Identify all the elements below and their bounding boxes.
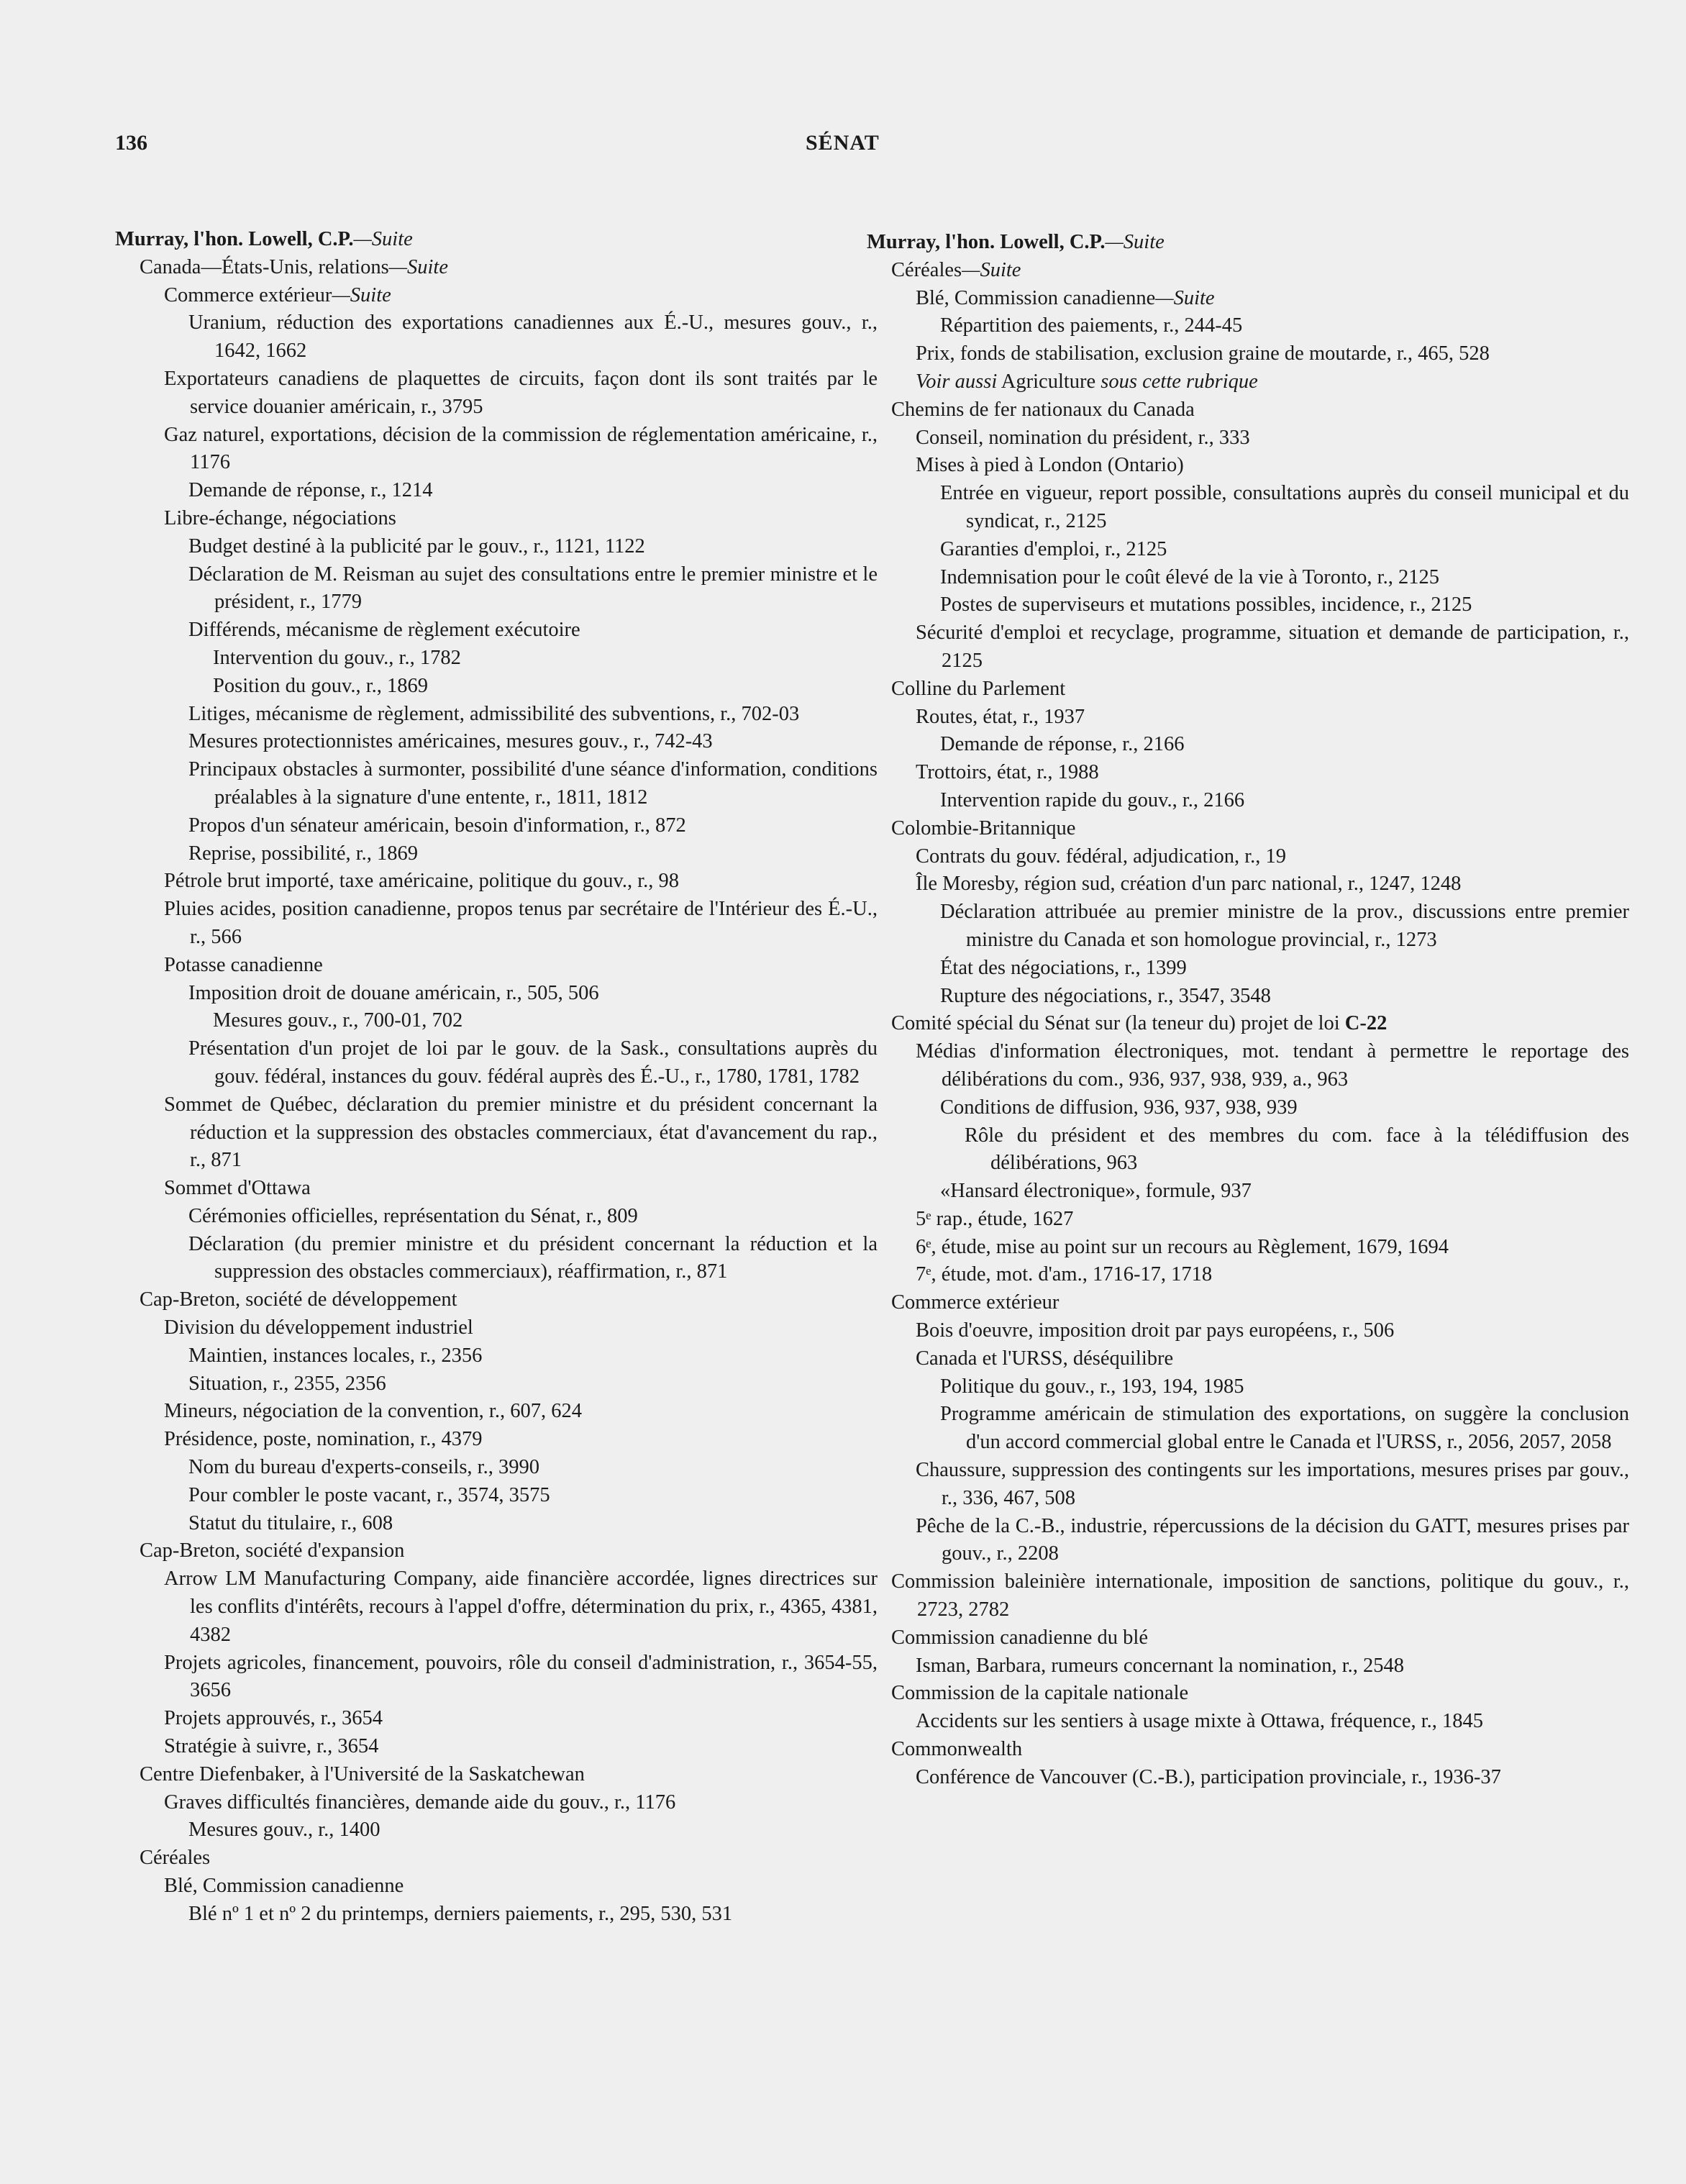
index-entry <box>115 1650 878 1706</box>
entry-text: Demande de réponse, r., 1214 <box>188 479 433 502</box>
entry-text: Conditions de diffusion, 936, 937, 938, 939 <box>940 1096 1298 1119</box>
entry-text: Division du développement industriel <box>164 1316 473 1339</box>
index-entry <box>115 1286 878 1314</box>
entry-text: État des négociations, r., 1399 <box>940 956 1187 979</box>
index-entry <box>115 1370 878 1398</box>
index-entry <box>115 1231 878 1287</box>
entry-text: Céréales <box>140 1847 211 1870</box>
continuation-suffix: —Suite <box>388 255 448 278</box>
index-entry <box>115 1314 878 1342</box>
index-entry <box>115 561 878 617</box>
entry-text: Pétrole brut importé, taxe américaine, politique du gouv., r., 98 <box>164 870 680 893</box>
index-entry <box>867 1401 1629 1457</box>
entry-text: Maintien, instances locales, r., 2356 <box>188 1344 483 1367</box>
entry-text: Pêche de la C.-B., industrie, répercussions de la décision du GATT, mesures prises par gouv., r., 2208 <box>916 1514 1629 1565</box>
index-entry <box>867 1652 1629 1680</box>
index-entry <box>867 1178 1629 1206</box>
entry-text: Colombie-Britannique <box>891 816 1076 840</box>
index-entry <box>867 1094 1629 1122</box>
entry-text: Cap-Breton, société d'expansion <box>140 1539 405 1562</box>
entry-text: Programme américain de stimulation des exportations, on suggère la conclusion d'un accord commercial global entre le Canada et l'URSS, r., 2056, 2057, 2058 <box>940 1403 1629 1454</box>
entry-text: Situation, r., 2355, 2356 <box>188 1372 386 1395</box>
index-entry <box>867 1736 1629 1764</box>
entry-text: Pluies acides, position canadienne, propos tenus par secrétaire de l'Intérieur des É.-U., r., 566 <box>164 898 878 948</box>
entry-text: Colline du Parlement <box>891 677 1066 700</box>
entry-text: Arrow LM Manufacturing Company, aide financière accordée, lignes directrices sur les conflits d'intérêts, recours à l'appel d'offre, détermination du prix, r., 4365, 4381, 4382 <box>164 1568 878 1646</box>
index-entry <box>115 701 878 729</box>
entry-text: 5ᵉ rap., étude, 1627 <box>916 1207 1074 1230</box>
entry-text: Propos d'un sénateur américain, besoin d'information, r., 872 <box>188 814 686 837</box>
entry-text: Graves difficultés financières, demande aide du gouv., r., 1176 <box>164 1791 676 1814</box>
index-heading <box>867 229 1629 257</box>
entry-text: Médias d'information électroniques, mot. tendant à permettre le reportage des délibérations du com., 936, 937, 938, 939, a., 963 <box>916 1040 1629 1091</box>
entry-text: 7ᵉ, étude, mot. d'am., 1716-17, 1718 <box>916 1263 1213 1286</box>
entry-text: Contrats du gouv. fédéral, adjudication, r., 19 <box>916 845 1286 868</box>
index-entry <box>867 1373 1629 1401</box>
entry-text: Intervention rapide du gouv., r., 2166 <box>940 788 1245 811</box>
entry-text: Isman, Barbara, rumeurs concernant la nomination, r., 2548 <box>916 1654 1405 1677</box>
index-entry <box>867 1122 1629 1178</box>
index-entry <box>867 898 1629 955</box>
entry-text: Demande de réponse, r., 2166 <box>940 733 1185 756</box>
entry-text: Projets agricoles, financement, pouvoirs, rôle du conseil d'administration, r., 3654-55, 3656 <box>164 1651 878 1702</box>
index-entry <box>115 1901 878 1929</box>
index-entry <box>867 452 1629 480</box>
index-entry <box>115 1203 878 1231</box>
entry-text: Commission canadienne du blé <box>891 1626 1148 1649</box>
index-entry <box>867 1261 1629 1289</box>
entry-text: Stratégie à suivre, r., 3654 <box>164 1735 379 1758</box>
index-column-right <box>867 229 1629 1792</box>
continuation-suffix: —Suite <box>962 258 1021 281</box>
entry-text: Différends, mécanisme de règlement exécutoire <box>188 619 580 642</box>
index-entry <box>115 477 878 505</box>
entry-text: Déclaration de M. Reisman au sujet des consultations entre le premier ministre et le président, r., 1779 <box>188 563 878 614</box>
entry-text: Mesures gouv., r., 1400 <box>188 1819 381 1842</box>
entry-text: Présentation d'un projet de loi par le gouv. de la Sask., consultations auprès du gouv. fédéral, instances du gouv. fédéral auprès des É.-U., r., 1780, 1781, 1782 <box>188 1037 878 1088</box>
index-entry <box>867 759 1629 787</box>
entry-text: Sommet de Québec, déclaration du premier ministre et du président concernant la réduction et la suppression des obstacles commerciaux, état d'avancement du rap., r., 871 <box>164 1093 878 1172</box>
index-entry <box>115 1816 878 1844</box>
entry-text: Rôle du président et des membres du com. face à la télédiffusion des délibérations, 963 <box>965 1124 1629 1175</box>
index-entry <box>867 591 1629 619</box>
entry-text: Postes de superviseurs et mutations possibles, incidence, r., 2125 <box>940 593 1472 616</box>
entry-text: Trottoirs, état, r., 1988 <box>916 761 1099 784</box>
index-entry <box>115 282 878 310</box>
entry-text: Indemnisation pour le coût élevé de la vie à Toronto, r., 2125 <box>940 565 1439 588</box>
index-entry <box>867 955 1629 983</box>
entry-text: Commission de la capitale nationale <box>891 1682 1189 1705</box>
entry-text: Statut du titulaire, r., 608 <box>188 1511 393 1534</box>
entry-text: Commission baleinière internationale, imposition de sanctions, politique du gouv., r., 2723, 2782 <box>891 1570 1629 1621</box>
entry-text: Chaussure, suppression des contingents sur les importations, mesures prises par gouv., r., 336, 467, 508 <box>916 1459 1629 1509</box>
index-entry <box>867 1708 1629 1736</box>
entry-text: Mineurs, négociation de la convention, r., 607, 624 <box>164 1400 582 1423</box>
index-entry <box>867 731 1629 759</box>
index-entry <box>115 1705 878 1733</box>
entry-text: Commerce extérieur <box>891 1291 1060 1314</box>
entry-text: Nom du bureau d'experts-conseils, r., 3990 <box>188 1456 539 1479</box>
page-title: SÉNAT <box>806 131 880 155</box>
entry-text: Déclaration attribuée au premier ministre de la prov., discussions entre premier ministre du Canada et son homologue provincial, r., 1273 <box>940 901 1629 951</box>
index-entry <box>115 1342 878 1370</box>
index-entry <box>115 1091 878 1175</box>
entry-text: Garanties d'emploi, r., 2125 <box>940 537 1167 560</box>
index-entry <box>867 312 1629 340</box>
index-entry <box>115 1873 878 1901</box>
index-entry <box>115 1789 878 1817</box>
index-entry <box>115 1844 878 1873</box>
index-entry <box>115 365 878 422</box>
entry-text: Déclaration (du premier ministre et du président concernant la réduction et la suppression des obstacles commerciaux), réaffirmation, r., 871 <box>188 1232 878 1283</box>
index-entry <box>115 868 878 896</box>
see-also-suffix: sous cette rubrique <box>1101 370 1258 393</box>
index-entry <box>867 564 1629 592</box>
index-entry <box>867 843 1629 871</box>
index-entry <box>115 645 878 673</box>
index-entry <box>867 480 1629 536</box>
index-entry <box>115 1398 878 1426</box>
bill-number: C-22 <box>1344 1012 1387 1035</box>
continuation-suffix: —Suite <box>1105 231 1165 253</box>
entry-text: Commonwealth <box>891 1738 1023 1761</box>
index-entry <box>867 675 1629 704</box>
entry-text: Intervention du gouv., r., 1782 <box>213 646 461 669</box>
entry-text: Reprise, possibilité, r., 1869 <box>188 842 419 865</box>
index-entry <box>115 309 878 365</box>
entry-text: Projets approuvés, r., 3654 <box>164 1707 383 1730</box>
index-entry <box>115 756 878 812</box>
index-entry <box>115 1510 878 1538</box>
entry-text: Blé nº 1 et nº 2 du printemps, derniers paiements, r., 295, 530, 531 <box>188 1902 733 1925</box>
index-entry <box>867 1345 1629 1373</box>
index-entry <box>115 812 878 840</box>
entry-text: Conférence de Vancouver (C.-B.), participation provinciale, r., 1936-37 <box>916 1765 1501 1788</box>
index-entry <box>867 787 1629 815</box>
entry-text: Céréales <box>891 258 962 281</box>
index-entry <box>867 815 1629 843</box>
entry-text: Présidence, poste, nomination, r., 4379 <box>164 1428 483 1451</box>
entry-text: Agriculture <box>997 370 1101 393</box>
entry-text: Murray, l'hon. Lowell, C.P. <box>115 228 354 250</box>
index-column-left <box>115 226 878 1929</box>
entry-text: Comité spécial du Sénat sur (la teneur du) projet de loi <box>891 1012 1345 1035</box>
entry-text: Position du gouv., r., 1869 <box>213 674 429 697</box>
entry-text: Litiges, mécanisme de règlement, admissibilité des subventions, r., 702-03 <box>188 702 800 725</box>
index-entry <box>115 1565 878 1649</box>
index-entry <box>867 368 1629 396</box>
entry-text: Exportateurs canadiens de plaquettes de circuits, façon dont ils sont traités par le service douanier américain, r., 3795 <box>164 367 878 418</box>
see-also-prefix: Voir aussi <box>916 370 998 393</box>
index-entry <box>867 340 1629 368</box>
entry-text: Prix, fonds de stabilisation, exclusion graine de moutarde, r., 465, 528 <box>916 342 1490 365</box>
index-entry <box>115 533 878 561</box>
entry-text: Entrée en vigueur, report possible, consultations auprès du conseil municipal et du syndicat, r., 2125 <box>940 482 1629 532</box>
index-entry <box>867 1513 1629 1569</box>
entry-text: Budget destiné à la publicité par le gouv., r., 1121, 1122 <box>188 534 645 558</box>
entry-text: Sécurité d'emploi et recyclage, programme, situation et demande de participation, r., 2125 <box>916 622 1629 672</box>
entry-text: Potasse canadienne <box>164 953 323 976</box>
index-entry <box>867 1289 1629 1317</box>
entry-text: Politique du gouv., r., 193, 194, 1985 <box>940 1375 1244 1398</box>
entry-text: Uranium, réduction des exportations canadiennes aux É.-U., mesures gouv., r., 1642, 1662 <box>188 311 878 363</box>
index-entry <box>867 285 1629 313</box>
entry-text: Cérémonies officielles, représentation du Sénat, r., 809 <box>188 1204 638 1227</box>
index-entry <box>115 673 878 701</box>
entry-text: 6ᵉ, étude, mise au point sur un recours au Règlement, 1679, 1694 <box>916 1235 1449 1258</box>
index-entry <box>867 1568 1629 1624</box>
index-entry <box>867 1624 1629 1652</box>
index-entry <box>867 870 1629 898</box>
index-entry <box>867 1457 1629 1513</box>
entry-text: Canada—États-Unis, relations <box>140 255 389 278</box>
entry-text: Mesures gouv., r., 700-01, 702 <box>213 1009 463 1032</box>
index-entry <box>115 1454 878 1482</box>
entry-text: Conseil, nomination du président, r., 333 <box>916 426 1250 449</box>
entry-text: Répartition des paiements, r., 244-45 <box>940 314 1243 337</box>
page-number: 136 <box>115 131 147 155</box>
entry-text: Principaux obstacles à surmonter, possibilité d'une séance d'information, conditions préalables à la signature d'une entente, r., 1811, 1812 <box>188 758 878 809</box>
entry-text: Sommet d'Ottawa <box>164 1177 311 1200</box>
entry-text: Murray, l'hon. Lowell, C.P. <box>867 231 1106 253</box>
index-entry <box>115 728 878 756</box>
index-entry <box>115 254 878 282</box>
continuation-suffix: —Suite <box>1155 286 1215 309</box>
index-entry <box>115 1761 878 1789</box>
entry-text: Mises à pied à London (Ontario) <box>916 454 1184 477</box>
index-entry <box>867 1317 1629 1345</box>
entry-text: Commerce extérieur <box>164 283 332 306</box>
index-entry <box>115 505 878 533</box>
index-entry <box>867 983 1629 1011</box>
entry-text: Blé, Commission canadienne <box>916 286 1156 309</box>
entry-text: Chemins de fer nationaux du Canada <box>891 398 1195 421</box>
index-entry <box>867 1764 1629 1792</box>
index-entry <box>867 1010 1629 1038</box>
entry-text: Île Moresby, région sud, création d'un parc national, r., 1247, 1248 <box>916 873 1462 896</box>
index-entry <box>867 396 1629 424</box>
index-entry <box>867 619 1629 675</box>
entry-text: Libre-échange, négociations <box>164 506 396 529</box>
index-entry <box>867 536 1629 564</box>
entry-text: Centre Diefenbaker, à l'Université de la Saskatchewan <box>140 1762 585 1785</box>
index-entry <box>867 1234 1629 1262</box>
entry-text: Mesures protectionnistes américaines, mesures gouv., r., 742-43 <box>188 730 713 753</box>
index-entry <box>115 840 878 868</box>
entry-text: Imposition droit de douane américain, r., 505, 506 <box>188 981 599 1004</box>
index-entry <box>867 1680 1629 1708</box>
index-entry <box>867 704 1629 732</box>
entry-text: Rupture des négociations, r., 3547, 3548 <box>940 984 1271 1007</box>
entry-text: Pour combler le poste vacant, r., 3574, 3575 <box>188 1483 550 1506</box>
entry-text: Gaz naturel, exportations, décision de la commission de réglementation américaine, r., 1176 <box>164 423 878 474</box>
index-entry <box>867 1038 1629 1094</box>
index-entry <box>867 1206 1629 1234</box>
entry-text: Cap-Breton, société de développement <box>140 1288 457 1311</box>
entry-text: Routes, état, r., 1937 <box>916 705 1085 728</box>
continuation-suffix: —Suite <box>332 283 391 306</box>
index-entry <box>115 1482 878 1510</box>
index-entry <box>115 1007 878 1035</box>
entry-text: Blé, Commission canadienne <box>164 1875 404 1898</box>
entry-text: Bois d'oeuvre, imposition droit par pays européens, r., 506 <box>916 1319 1395 1342</box>
index-entry <box>115 952 878 980</box>
index-entry <box>115 980 878 1008</box>
index-heading <box>115 226 878 254</box>
index-entry <box>115 1035 878 1091</box>
index-entry <box>115 422 878 478</box>
index-entry <box>867 424 1629 452</box>
continuation-suffix: —Suite <box>353 228 413 250</box>
index-entry <box>115 1175 878 1203</box>
index-entry <box>867 257 1629 285</box>
index-entry <box>115 1537 878 1565</box>
index-entry <box>115 1733 878 1761</box>
entry-text: Accidents sur les sentiers à usage mixte à Ottawa, fréquence, r., 1845 <box>916 1710 1484 1733</box>
index-entry <box>115 1426 878 1454</box>
entry-text: «Hansard électronique», formule, 937 <box>940 1180 1252 1203</box>
index-entry <box>115 896 878 952</box>
index-entry <box>115 616 878 645</box>
entry-text: Canada et l'URSS, déséquilibre <box>916 1347 1174 1370</box>
